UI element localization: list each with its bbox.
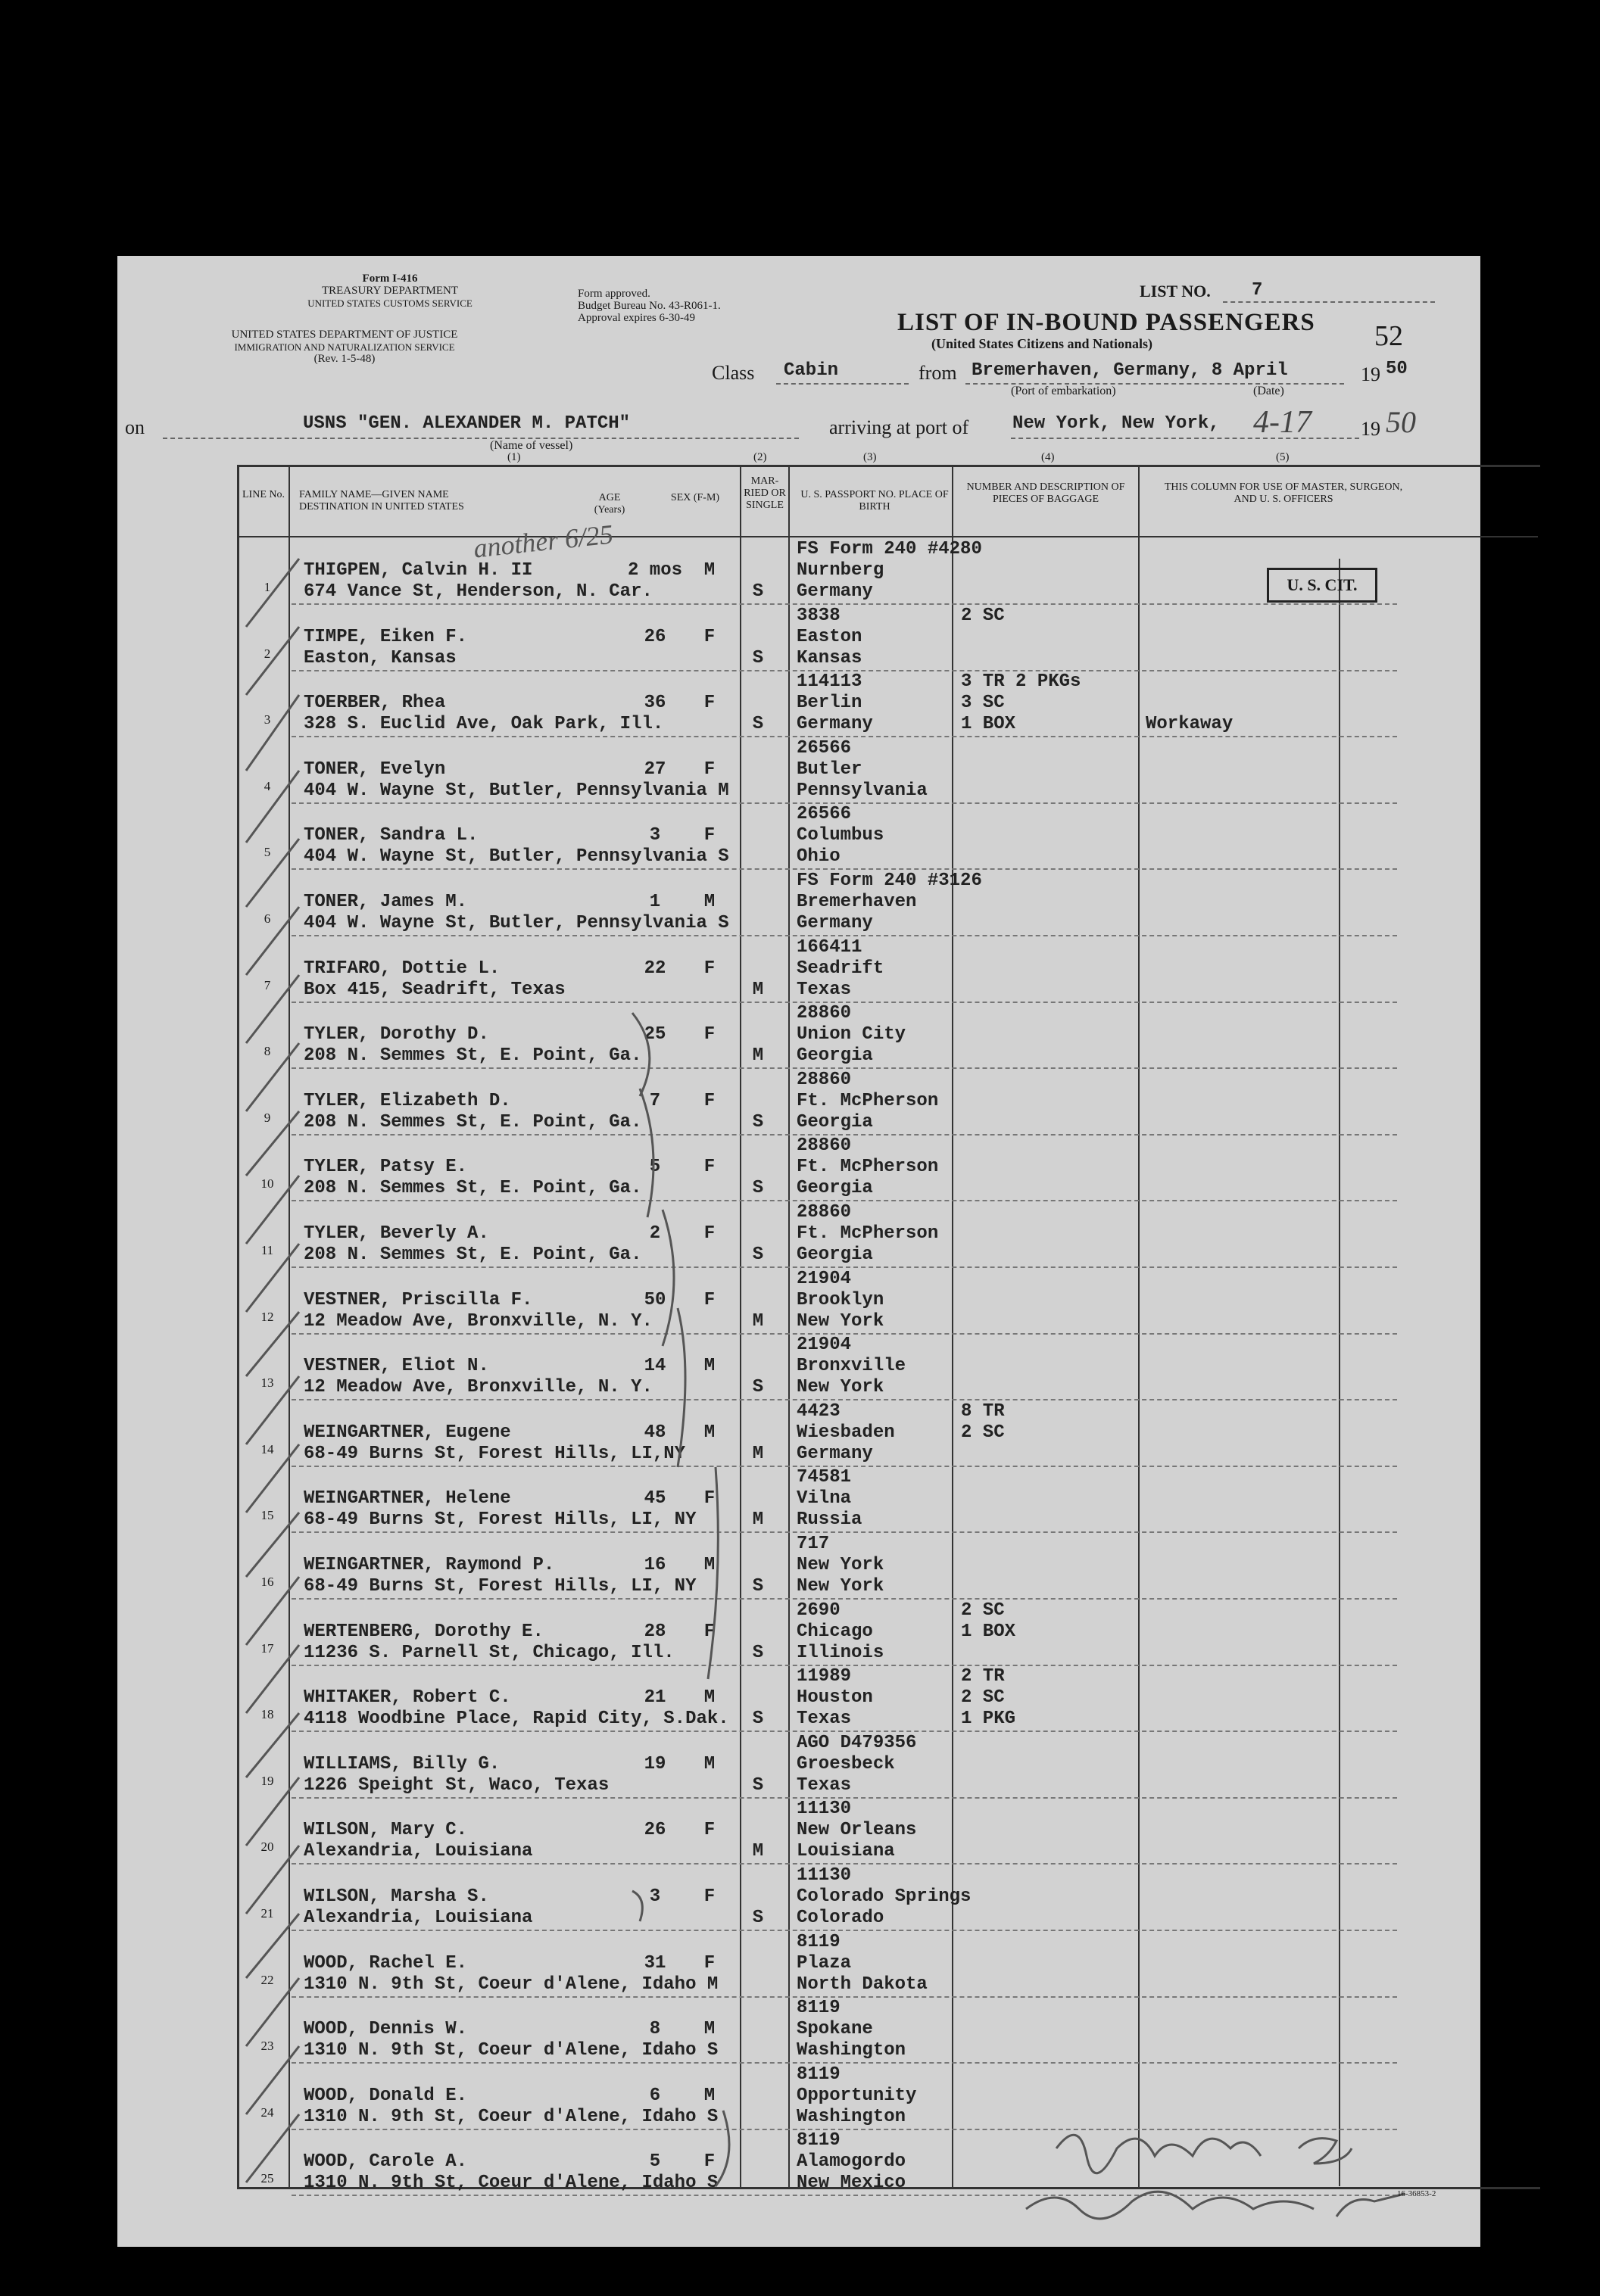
baggage-line-3: 1 BOX [961, 714, 1016, 735]
passenger-sex: F [703, 1820, 716, 1841]
birth-place-city: Spokane [797, 2019, 873, 2040]
embarkation-value: Bremerhaven, Germany, 8 April [972, 360, 1288, 381]
passenger-age: 3 [649, 825, 661, 846]
birth-place-city: New Orleans [797, 1820, 917, 1841]
passenger-name: TONER, James M. [304, 892, 468, 912]
passport-number: 114113 [797, 671, 862, 693]
passenger-sex: F [703, 626, 716, 647]
birth-place-region: Texas [797, 1709, 852, 1730]
passenger-address: 1310 N. 9th St, Coeur d'Alene, Idaho S [304, 2106, 719, 2127]
handwritten-note: another 6/25 [472, 519, 615, 564]
marital-status: M [752, 1509, 764, 1531]
passenger-name: VESTNER, Eliot N. [304, 1356, 489, 1377]
printer-code: 16-36853-2 [1397, 2189, 1436, 2198]
baggage-line-1: 3 TR 2 PKGs [961, 671, 1081, 693]
year-prefix: 19 [1361, 363, 1380, 385]
baggage-line-3: 1 PKG [961, 1709, 1016, 1730]
line-number: 11 [260, 1243, 274, 1257]
passenger-age: 7 [649, 1090, 661, 1111]
class-value: Cabin [784, 360, 839, 381]
passport-number: AGO D479356 [797, 1732, 917, 1753]
passenger-address: 1310 N. 9th St, Coeur d'Alene, Idaho S [304, 2173, 719, 2194]
passenger-sex: F [703, 958, 716, 979]
birth-place-region: Germany [797, 581, 873, 602]
passport-number: 8119 [797, 2130, 841, 2151]
birth-place-city: Columbus [797, 825, 884, 846]
col-number-4: (4) [1041, 451, 1055, 463]
list-no-label: LIST NO. [1140, 282, 1211, 301]
col-number-3: (3) [863, 451, 877, 463]
birth-place-city: Bremerhaven [797, 892, 917, 912]
us-citizen-stamp: U. S. CIT. [1267, 568, 1377, 603]
birth-place-region: Germany [797, 1443, 873, 1464]
passenger-address: 4118 Woodbine Place, Rapid City, S.Dak. [304, 1709, 729, 1730]
line-number: 3 [264, 712, 271, 727]
customs-service: UNITED STATES CUSTOMS SERVICE [307, 298, 473, 309]
passenger-name: TONER, Sandra L. [304, 825, 479, 846]
birth-place-region: Texas [797, 979, 852, 1000]
col-number-5: (5) [1276, 451, 1290, 463]
passport-number: 26566 [797, 804, 852, 825]
line-number: 10 [260, 1176, 274, 1192]
marital-status: S [752, 1178, 764, 1199]
passenger-sex: F [703, 693, 716, 714]
passport-number: 166411 [797, 936, 862, 958]
passenger-age: 3 [649, 1886, 661, 1907]
passenger-address: Alexandria, Louisiana [304, 1841, 533, 1862]
passenger-age: 2 mos [627, 560, 682, 581]
passenger-address: 1310 N. 9th St, Coeur d'Alene, Idaho M [304, 1974, 719, 1995]
line-number: 24 [260, 2104, 274, 2120]
birth-place-city: Wiesbaden [797, 1422, 895, 1443]
passenger-age: 1 [649, 892, 661, 912]
page-number: 52 [1374, 320, 1403, 352]
passenger-address: 404 W. Wayne St, Butler, Pennsylvania S [304, 846, 729, 868]
line-number: 17 [260, 1640, 274, 1656]
passenger-name: WOOD, Rachel E. [304, 1952, 468, 1974]
passenger-name: WOOD, Donald E. [304, 2085, 468, 2106]
line-number: 15 [260, 1508, 274, 1523]
birth-place-city: New York [797, 1555, 884, 1575]
passenger-sex: F [703, 1488, 716, 1509]
passenger-name: TONER, Evelyn [304, 759, 446, 780]
birth-place-region: Georgia [797, 1111, 873, 1132]
passenger-sex: F [703, 1090, 716, 1111]
birth-place-city: Colorado Springs [797, 1886, 972, 1907]
passport-number: 2690 [797, 1600, 841, 1621]
passenger-age: 28 [644, 1621, 666, 1642]
marital-status: M [752, 979, 764, 1000]
line-number: 5 [264, 845, 271, 860]
birth-place-city: Alamogordo [797, 2151, 906, 2173]
birth-place-region: Russia [797, 1509, 862, 1531]
header-line-no: LINE No. [242, 489, 285, 500]
passenger-address: 404 W. Wayne St, Butler, Pennsylvania S [304, 913, 729, 933]
passenger-address: 208 N. Semmes St, E. Point, Ga. [304, 1178, 642, 1199]
col-number-2: (2) [753, 451, 767, 463]
birth-place-city: Houston [797, 1687, 873, 1709]
passenger-sex: M [703, 1753, 716, 1774]
passport-number: 28860 [797, 1136, 852, 1157]
birth-place-region: Illinois [797, 1642, 884, 1663]
passenger-address: 404 W. Wayne St, Butler, Pennsylvania M [304, 780, 729, 801]
passenger-address: Alexandria, Louisiana [304, 1908, 533, 1928]
passenger-age: 31 [644, 1952, 666, 1974]
passenger-address: 68-49 Burns St, Forest Hills, LI, NY [304, 1576, 697, 1597]
vessel-caption: (Name of vessel) [490, 439, 573, 452]
line-number: 6 [264, 911, 271, 926]
passenger-name: WEINGARTNER, Helene [304, 1488, 511, 1509]
checkmark-strokes [117, 256, 1480, 2247]
passenger-address: 68-49 Burns St, Forest Hills, LI, NY [304, 1509, 697, 1531]
passport-number: 11130 [797, 1799, 852, 1820]
passenger-age: 26 [644, 626, 666, 647]
line-number: 19 [260, 1773, 274, 1788]
passenger-age: 8 [649, 2019, 661, 2040]
passenger-address: 208 N. Semmes St, E. Point, Ga. [304, 1245, 642, 1265]
passenger-address: 68-49 Burns St, Forest Hills, LI,NY [304, 1443, 686, 1464]
line-number: 12 [260, 1309, 274, 1324]
passenger-sex: M [703, 1422, 716, 1443]
line-number: 2 [264, 646, 271, 661]
form-number: Form I-416 [362, 273, 418, 285]
marital-status: S [752, 1245, 764, 1265]
passport-number: FS Form 240 #3126 [797, 871, 982, 891]
passenger-address: 208 N. Semmes St, E. Point, Ga. [304, 1045, 642, 1067]
marital-status: S [752, 1774, 764, 1796]
birth-place-city: Vilna [797, 1488, 852, 1509]
date-caption: (Date) [1253, 385, 1284, 397]
line-number: 22 [260, 1972, 274, 1987]
passenger-age: 5 [649, 1157, 661, 1178]
justice-dept: UNITED STATES DEPARTMENT OF JUSTICE [231, 329, 458, 341]
remarks: Workaway [1146, 714, 1234, 735]
passenger-name: WHITAKER, Robert C. [304, 1687, 511, 1709]
passenger-address: 328 S. Euclid Ave, Oak Park, Ill. [304, 714, 664, 735]
line-number: 7 [264, 977, 271, 992]
class-label: Class [712, 362, 755, 384]
birth-place-city: Easton [797, 626, 862, 647]
marital-status: S [752, 1377, 764, 1398]
line-number: 23 [260, 2039, 274, 2054]
passport-number: 8119 [797, 1998, 841, 2019]
passenger-age: 21 [644, 1687, 666, 1709]
passport-number: 11989 [797, 1666, 852, 1687]
passenger-sex: F [703, 759, 716, 780]
line-number: 13 [260, 1375, 274, 1391]
birth-place-region: New York [797, 1377, 884, 1398]
birth-place-region: New Mexico [797, 2173, 906, 2194]
vessel-name: USNS "GEN. ALEXANDER M. PATCH" [303, 413, 631, 434]
list-no-value: 7 [1252, 280, 1263, 301]
passenger-sex: F [703, 1952, 716, 1974]
marital-status: S [752, 647, 764, 668]
header-baggage: NUMBER AND DESCRIPTION OF PIECES OF BAGGAGE [966, 481, 1125, 505]
manifest-title: LIST OF IN-BOUND PASSENGERS [897, 309, 1315, 336]
passenger-sex: F [703, 825, 716, 846]
birth-place-region: Germany [797, 714, 873, 735]
passenger-age: 22 [644, 958, 666, 979]
passenger-age: 45 [644, 1488, 666, 1509]
birth-place-region: Washington [797, 2040, 906, 2061]
passenger-sex: F [703, 1886, 716, 1907]
passenger-sex: M [703, 560, 716, 581]
passenger-address: 12 Meadow Ave, Bronxville, N. Y. [304, 1310, 653, 1332]
passenger-name: WILSON, Marsha S. [304, 1886, 489, 1907]
passenger-name: WILLIAMS, Billy G. [304, 1753, 501, 1774]
passenger-age: 27 [644, 759, 666, 780]
passenger-sex: M [703, 2085, 716, 2106]
passenger-sex: F [703, 1157, 716, 1178]
passenger-age: 16 [644, 1555, 666, 1575]
passenger-manifest-page [117, 256, 1480, 2247]
birth-place-region: New York [797, 1576, 884, 1597]
arrival-date-handwritten: 4-17 [1253, 405, 1312, 440]
marital-status: S [752, 1908, 764, 1928]
passenger-address: 12 Meadow Ave, Bronxville, N. Y. [304, 1377, 653, 1398]
birth-place-region: Ohio [797, 846, 841, 868]
marital-status: S [752, 1642, 764, 1663]
line-number: 14 [260, 1441, 274, 1456]
birth-place-city: Bronxville [797, 1356, 906, 1377]
passenger-sex: F [703, 1024, 716, 1045]
passenger-age: 25 [644, 1024, 666, 1045]
port-caption: (Port of embarkation) [1011, 385, 1116, 397]
form-approved: Form approved. [578, 288, 650, 300]
passenger-name: TYLER, Dorothy D. [304, 1024, 489, 1045]
birth-place-region: North Dakota [797, 1974, 928, 1995]
passenger-age: 48 [644, 1422, 666, 1443]
baggage-line-1: 2 SC [961, 605, 1005, 626]
treasury-dept: TREASURY DEPARTMENT [321, 285, 459, 297]
passenger-name: TYLER, Beverly A. [304, 1223, 489, 1244]
passenger-sex: M [703, 892, 716, 912]
passenger-name: VESTNER, Priscilla F. [304, 1289, 533, 1310]
baggage-line-1: 2 SC [961, 1600, 1005, 1621]
birth-place-region: Pennsylvania [797, 780, 928, 801]
manifest-subtitle: (United States Citizens and Nationals) [931, 336, 1153, 351]
line-number: 16 [260, 1575, 274, 1589]
inspector-signature [1011, 2103, 1435, 2239]
passenger-name: TOERBER, Rhea [304, 693, 446, 714]
marital-status: S [752, 1576, 764, 1597]
birth-place-city: Chicago [797, 1621, 873, 1642]
line-number: 18 [260, 1707, 274, 1722]
budget-bureau: Budget Bureau No. 43-R061-1. [578, 300, 721, 312]
birth-place-city: Berlin [797, 693, 862, 714]
passenger-name: WEINGARTNER, Raymond P. [304, 1555, 555, 1575]
passenger-sex: F [703, 1289, 716, 1310]
marital-status: S [752, 714, 764, 735]
birth-place-city: Opportunity [797, 2085, 917, 2106]
passport-number: 74581 [797, 1467, 852, 1488]
passport-number: 28860 [797, 1202, 852, 1223]
header-sex: SEX (F-M) [670, 492, 720, 503]
birth-place-region: Georgia [797, 1045, 873, 1067]
marital-status: M [752, 1310, 764, 1332]
baggage-line-1: 2 TR [961, 1666, 1005, 1687]
birth-place-region: Germany [797, 913, 873, 933]
birth-place-region: Washington [797, 2106, 906, 2127]
birth-place-city: Union City [797, 1024, 906, 1045]
passport-number: 28860 [797, 1069, 852, 1090]
passenger-age: 2 [649, 1223, 661, 1244]
marital-status: M [752, 1841, 764, 1862]
marital-status: S [752, 1709, 764, 1730]
arrival-port: New York, New York, [1012, 413, 1220, 434]
approval-expires: Approval expires 6-30-49 [578, 312, 695, 324]
marital-status: M [752, 1045, 764, 1067]
birth-place-region: New York [797, 1310, 884, 1332]
line-number: 20 [260, 1840, 274, 1855]
revision-date: (Rev. 1-5-48) [313, 353, 376, 365]
passenger-name: WOOD, Dennis W. [304, 2019, 468, 2040]
birth-place-region: Georgia [797, 1178, 873, 1199]
line-number: 4 [264, 778, 271, 793]
passenger-address: 1226 Speight St, Waco, Texas [304, 1774, 610, 1796]
passenger-address: 674 Vance St, Henderson, N. Car. [304, 581, 653, 602]
ins-service: IMMIGRATION AND NATURALIZATION SERVICE [234, 341, 455, 353]
passenger-address: 11236 S. Parnell St, Chicago, Ill. [304, 1642, 675, 1663]
passenger-name: WEINGARTNER, Eugene [304, 1422, 511, 1443]
baggage-line-2: 3 SC [961, 693, 1005, 714]
passenger-sex: F [703, 1621, 716, 1642]
passenger-sex: F [703, 2151, 716, 2173]
marital-status: S [752, 581, 764, 602]
line-number: 21 [260, 1906, 274, 1921]
baggage-line-2: 1 BOX [961, 1621, 1016, 1642]
header-age: AGE (Years) [594, 492, 625, 516]
birth-place-city: Seadrift [797, 958, 884, 979]
passport-number: 21904 [797, 1268, 852, 1289]
passport-number: 8119 [797, 1931, 841, 1952]
line-number: 25 [260, 2171, 274, 2186]
passenger-name: WOOD, Carole A. [304, 2151, 468, 2173]
passenger-name: TYLER, Patsy E. [304, 1157, 468, 1178]
birth-place-city: Butler [797, 759, 862, 780]
passport-number: 11130 [797, 1865, 852, 1886]
header-remarks: THIS COLUMN FOR USE OF MASTER, SURGEON, AND U. S. OFFICERS [1164, 481, 1403, 505]
passport-number: FS Form 240 #4280 [797, 539, 982, 559]
passenger-address: 1310 N. 9th St, Coeur d'Alene, Idaho S [304, 2040, 719, 2061]
birth-place-city: Plaza [797, 1952, 852, 1974]
arriving-label: arriving at port of [829, 416, 969, 438]
passenger-age: 50 [644, 1289, 666, 1310]
birth-place-city: Groesbeck [797, 1753, 895, 1774]
passenger-age: 36 [644, 693, 666, 714]
passenger-age: 26 [644, 1820, 666, 1841]
passenger-sex: M [703, 2019, 716, 2040]
passport-number: 717 [797, 1534, 830, 1554]
baggage-line-2: 2 SC [961, 1422, 1005, 1443]
passenger-age: 5 [649, 2151, 661, 2173]
passport-number: 21904 [797, 1335, 852, 1356]
passport-number: 4423 [797, 1400, 841, 1422]
header-married: MAR- RIED OR SINGLE [744, 475, 786, 511]
birth-place-city: Ft. McPherson [797, 1223, 939, 1244]
passenger-name: TRIFARO, Dottie L. [304, 958, 501, 979]
passenger-age: 14 [644, 1356, 666, 1377]
on-label: on [125, 416, 145, 438]
line-number: 9 [264, 1110, 271, 1125]
marital-status: M [752, 1443, 764, 1464]
passenger-name: WERTENBERG, Dorothy E. [304, 1621, 544, 1642]
passenger-name: TIMPE, Eiken F. [304, 626, 468, 647]
line-number: 8 [264, 1044, 271, 1059]
passport-number: 3838 [797, 605, 841, 626]
passenger-address: Box 415, Seadrift, Texas [304, 979, 566, 1000]
year2-suffix-handwritten: 50 [1386, 405, 1416, 439]
baggage-line-2: 2 SC [961, 1687, 1005, 1709]
year-suffix: 50 [1386, 359, 1408, 379]
passenger-name: TYLER, Elizabeth D. [304, 1090, 511, 1111]
passport-number: 28860 [797, 1003, 852, 1024]
birth-place-region: Georgia [797, 1245, 873, 1265]
line-number: 1 [264, 580, 271, 594]
passenger-name: THIGPEN, Calvin H. II [304, 560, 533, 581]
birth-place-region: Kansas [797, 647, 862, 668]
birth-place-city: Ft. McPherson [797, 1090, 939, 1111]
birth-place-region: Colorado [797, 1908, 884, 1928]
birth-place-region: Louisiana [797, 1841, 895, 1862]
passenger-age: 6 [649, 2085, 661, 2106]
birth-place-city: Brooklyn [797, 1289, 884, 1310]
passport-number: 26566 [797, 737, 852, 759]
baggage-line-1: 8 TR [961, 1400, 1005, 1422]
header-name: FAMILY NAME—GIVEN NAME DESTINATION IN UNITED STATES [299, 489, 464, 512]
header-passport: U. S. PASSPORT NO. PLACE OF BIRTH [800, 489, 949, 512]
marital-status: S [752, 1111, 764, 1132]
passport-number: 8119 [797, 2064, 841, 2085]
col-number-1: (1) [507, 451, 521, 463]
birth-place-city: Ft. McPherson [797, 1157, 939, 1178]
passenger-sex: F [703, 1223, 716, 1244]
passenger-name: WILSON, Mary C. [304, 1820, 468, 1841]
passenger-age: 19 [644, 1753, 666, 1774]
birth-place-region: Texas [797, 1774, 852, 1796]
from-label: from [919, 362, 957, 384]
passenger-sex: M [703, 1687, 716, 1709]
birth-place-city: Nurnberg [797, 560, 884, 581]
year2-prefix: 19 [1361, 418, 1380, 440]
passenger-address: 208 N. Semmes St, E. Point, Ga. [304, 1111, 642, 1132]
passenger-sex: M [703, 1555, 716, 1575]
passenger-sex: M [703, 1356, 716, 1377]
passenger-address: Easton, Kansas [304, 647, 457, 668]
